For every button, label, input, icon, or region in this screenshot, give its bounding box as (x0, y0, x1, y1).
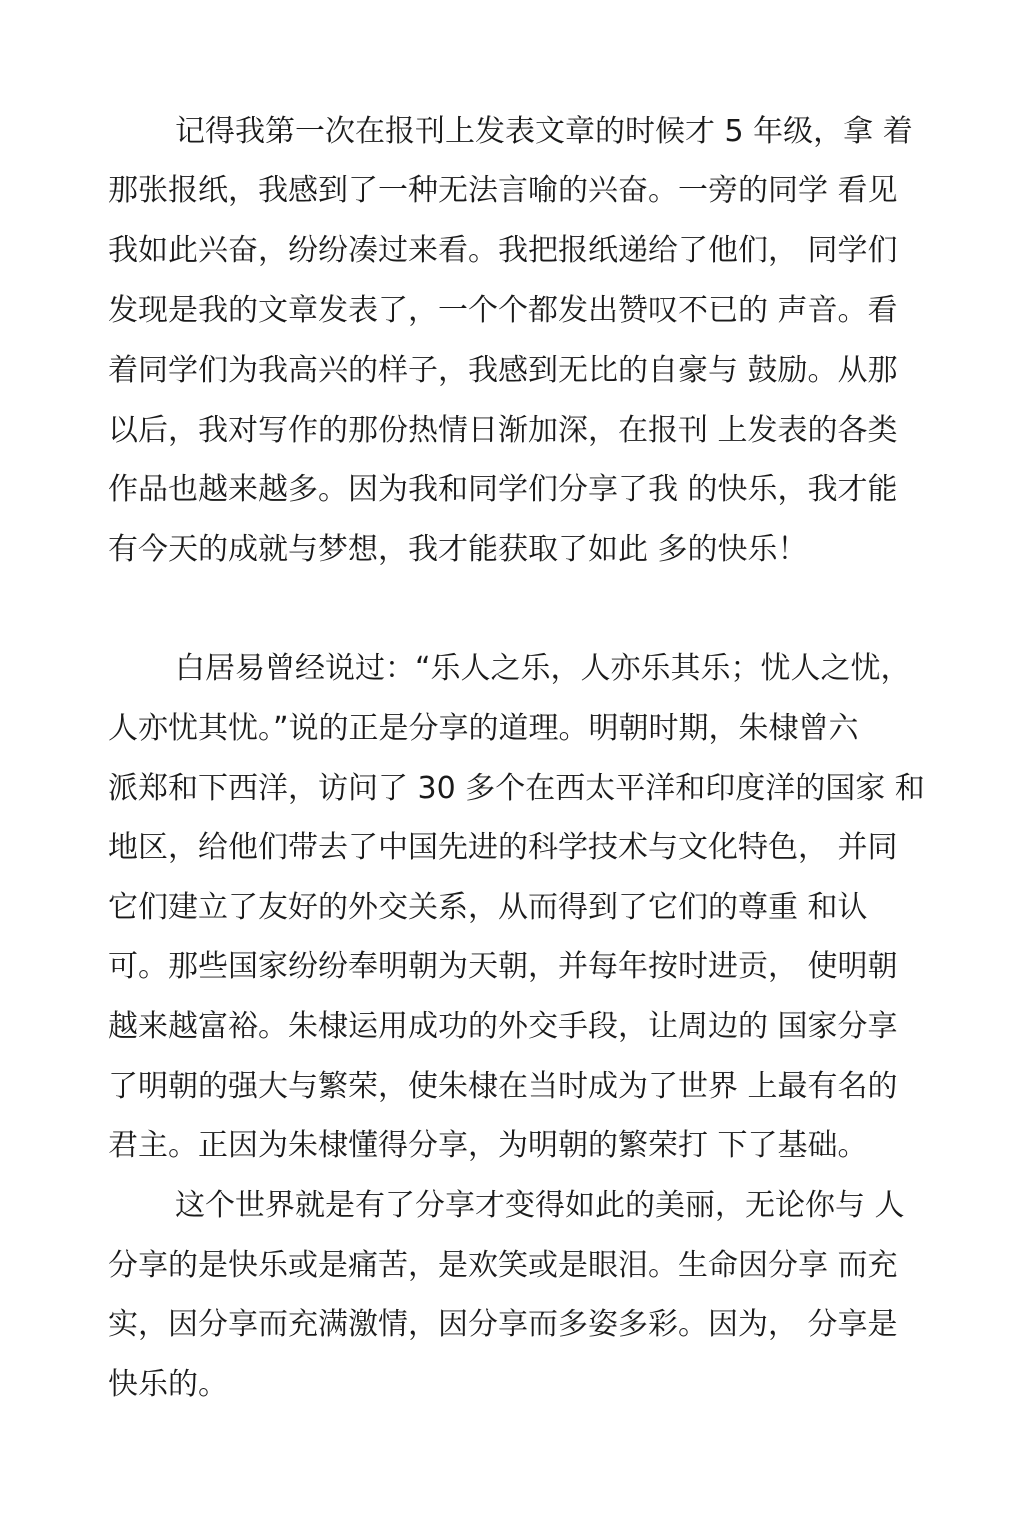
paragraph-line: 它们建立了友好的外交关系，从而得到了它们的尊重 和认 (108, 890, 868, 925)
paragraph-line: 派郑和下西洋，访问了 30 多个在西太平洋和印度洋的国家 和 (108, 771, 925, 806)
paragraph-line: 记得我第一次在报刊上发表文章的时候才 5 年级，拿 着 (175, 114, 913, 149)
paragraph-line: 分享的是快乐或是痛苦，是欢笑或是眼泪。生命因分享 而充 (108, 1248, 898, 1283)
paragraph-line: 快乐的。 (108, 1367, 228, 1402)
paragraph-line: 了明朝的强大与繁荣，使朱棣在当时成为了世界 上最有名的 (108, 1069, 898, 1104)
paragraph-line: 人亦忧其忧。”说的正是分享的道理。明朝时期，朱棣曾六 (108, 711, 859, 746)
paragraph-line: 地区，给他们带去了中国先进的科学技术与文化特色， 并同 (108, 830, 898, 865)
paragraph-line: 以后，我对写作的那份热情日渐加深，在报刊 上发表的各类 (108, 413, 898, 448)
paragraph-line: 着同学们为我高兴的样子，我感到无比的自豪与 鼓励。从那 (108, 353, 898, 388)
paragraph-line: 那张报纸，我感到了一种无法言喻的兴奋。一旁的同学 看见 (108, 173, 898, 208)
paragraph-line: 作品也越来越多。因为我和同学们分享了我 的快乐，我才能 (108, 472, 898, 507)
paragraph-line: 白居易曾经说过：“乐人之乐，人亦乐其乐；忧人之忧， (175, 651, 911, 686)
paragraph-line: 可。那些国家纷纷奉明朝为天朝，并每年按时进贡， 使明朝 (108, 949, 898, 984)
paragraph-line: 我如此兴奋，纷纷凑过来看。我把报纸递给了他们， 同学们 (108, 233, 898, 268)
paragraph-line: 有今天的成就与梦想，我才能获取了如此 多的快乐！ (108, 532, 808, 567)
paragraph-line: 君主。正因为朱棣懂得分享，为明朝的繁荣打 下了基础。 (108, 1128, 868, 1163)
paragraph-line: 这个世界就是有了分享才变得如此的美丽，无论你与 人 (175, 1188, 905, 1223)
paragraph-line: 发现是我的文章发表了，一个个都发出赞叹不已的 声音。看 (108, 293, 898, 328)
paragraph-line: 越来越富裕。朱棣运用成功的外交手段，让周边的 国家分享 (108, 1009, 898, 1044)
paragraph-line: 实，因分享而充满激情，因分享而多姿多彩。因为， 分享是 (108, 1307, 898, 1342)
